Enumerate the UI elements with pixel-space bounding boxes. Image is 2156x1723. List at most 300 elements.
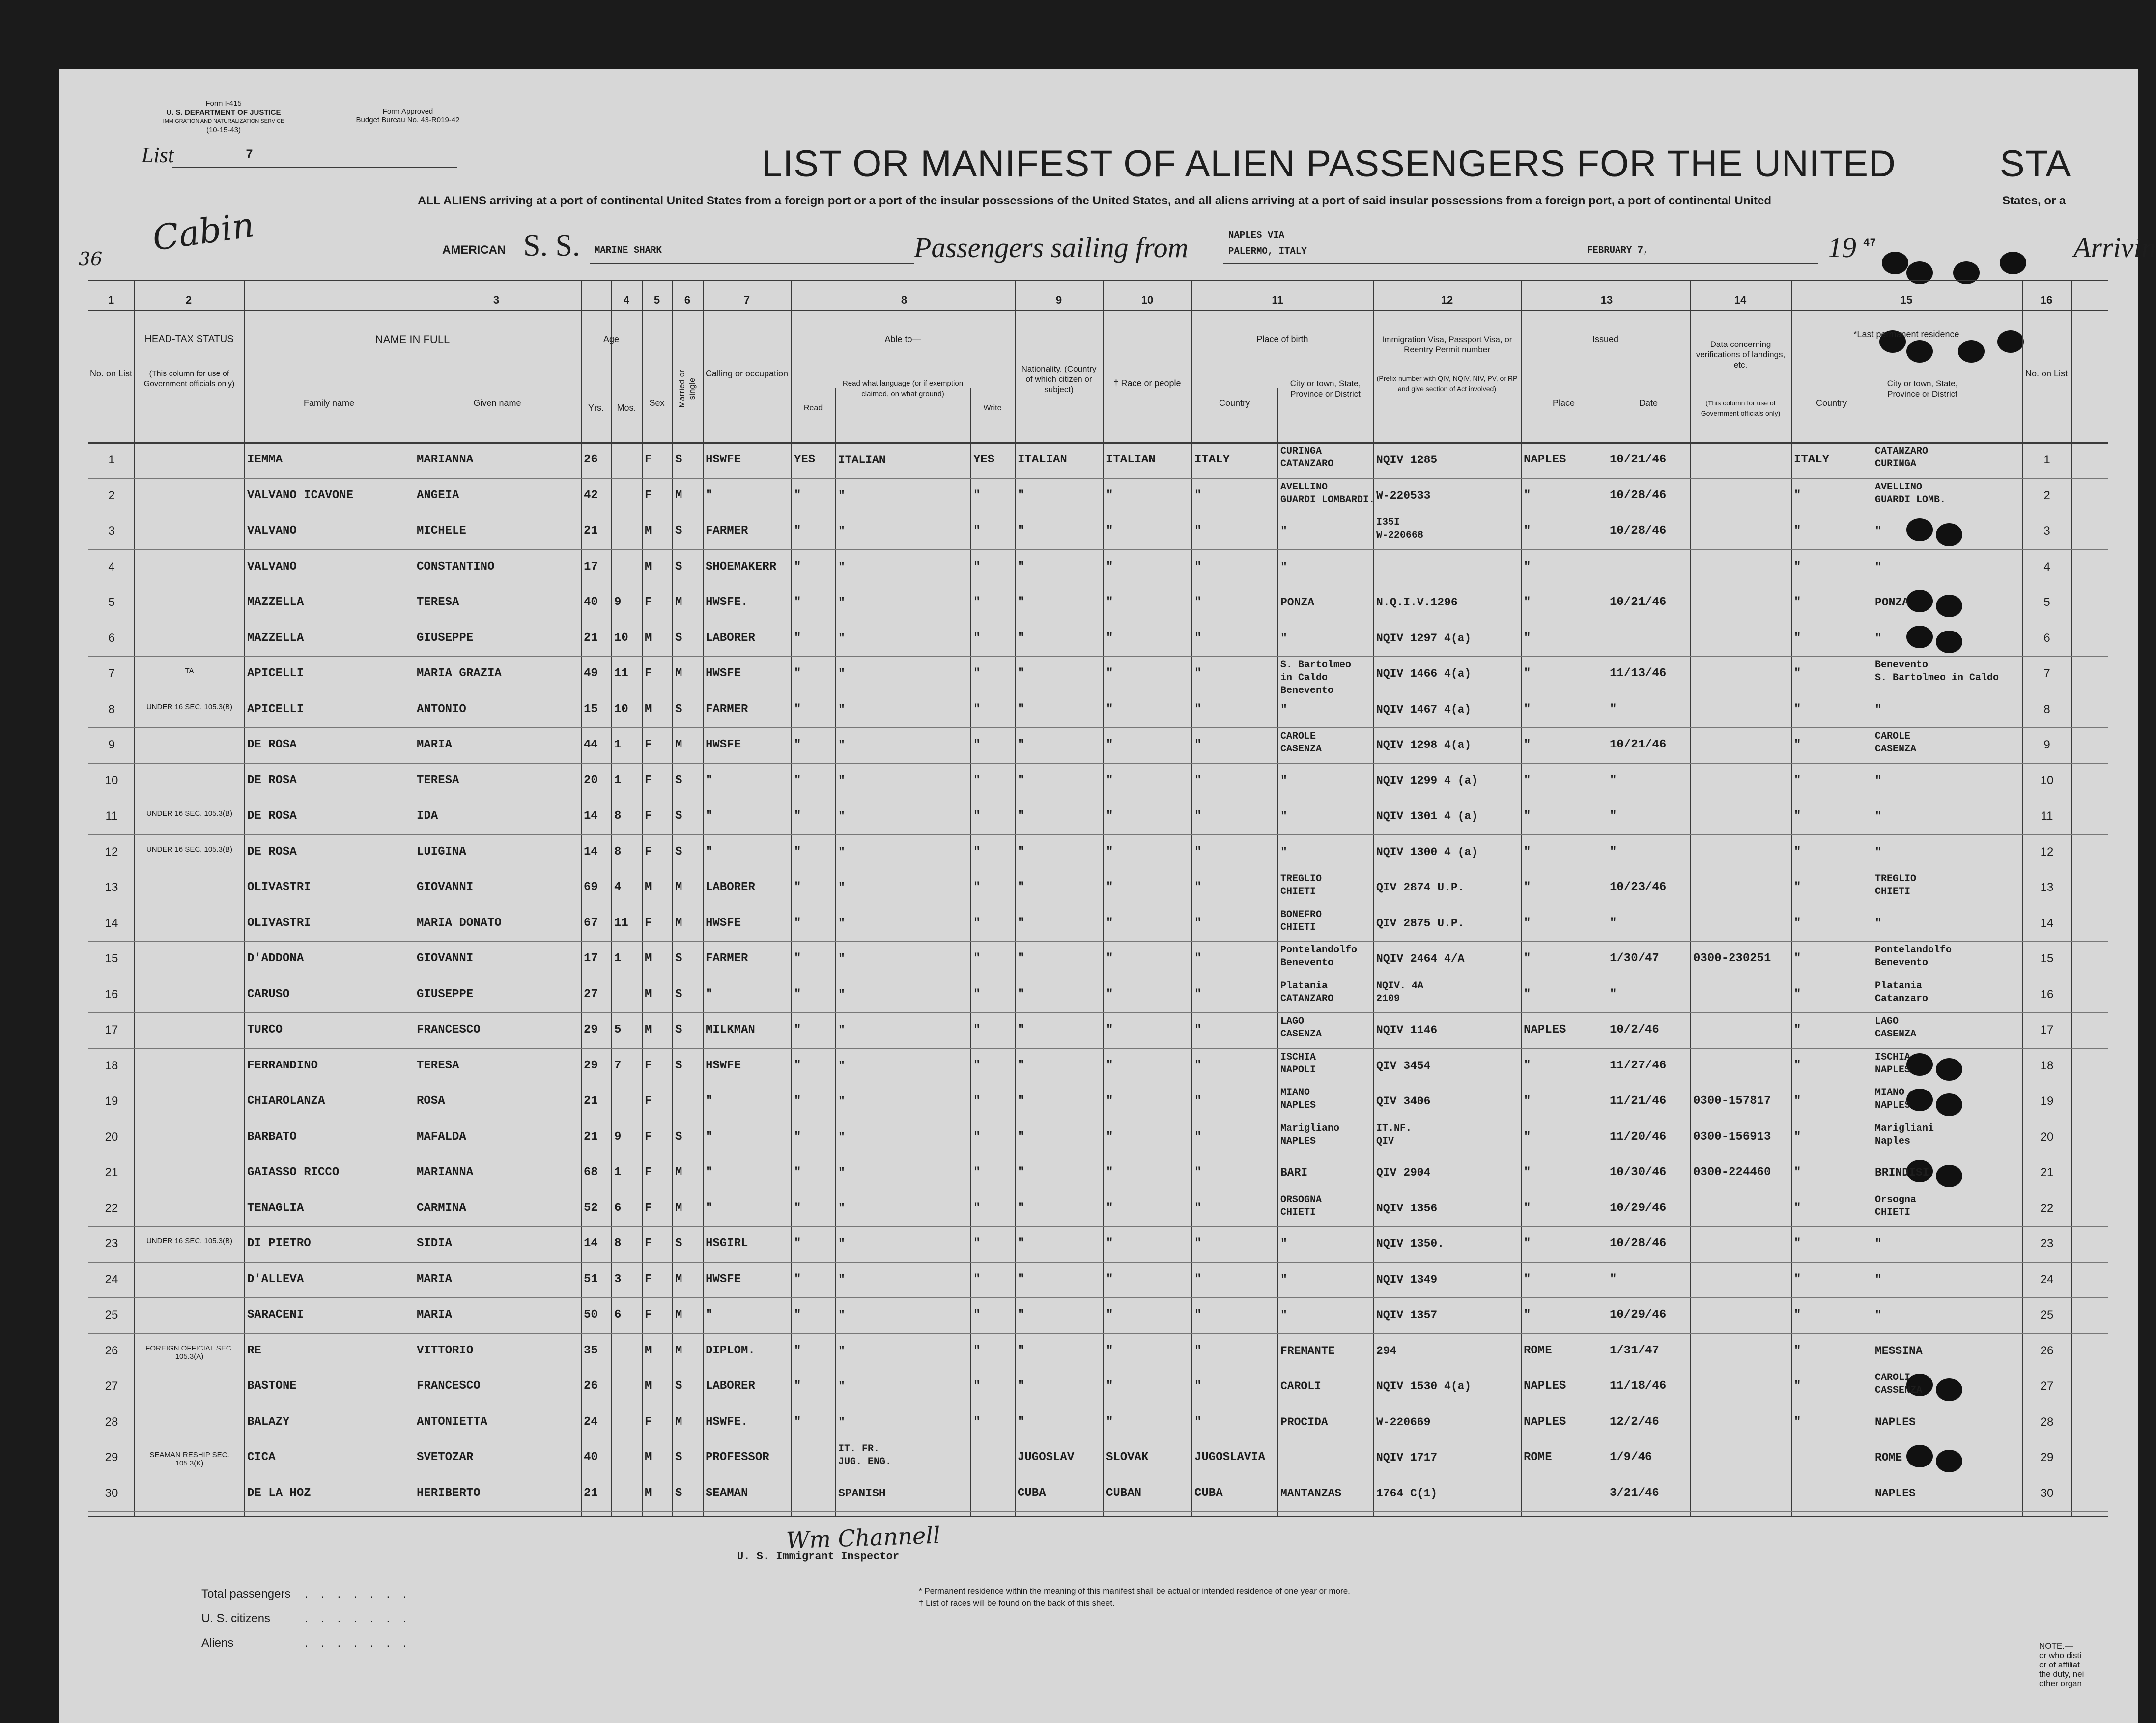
cell-mos: 4 <box>614 881 622 894</box>
cell-ip: NAPLES <box>1524 1415 1566 1429</box>
cell-sex: M <box>645 1486 652 1500</box>
cell-ip: " <box>1524 667 1531 680</box>
cell-occ: " <box>706 488 713 502</box>
cell-mos: 3 <box>614 1272 622 1286</box>
cell-bcity: " <box>1280 525 1287 538</box>
cell-id: 10/28/46 <box>1610 488 1667 502</box>
cell-nat: " <box>1018 560 1025 574</box>
cell-right: 24 <box>2040 1272 2054 1286</box>
cell-rcity: Platania Catanzaro <box>1875 980 1929 1005</box>
column-number: 14 <box>1734 294 1747 306</box>
voyage-ss: S. S. <box>523 229 580 262</box>
cell-bcity: ISCHIA NAPOLI <box>1280 1051 1316 1076</box>
cell-ip: " <box>1524 560 1531 574</box>
cell-nat: " <box>1018 1272 1025 1286</box>
cell-bc: ITALY <box>1194 453 1230 466</box>
cell-visa: NQIV 1285 <box>1376 454 1438 466</box>
table-row <box>88 1191 2108 1227</box>
cell-rc: " <box>1794 845 1801 859</box>
cell-yrs: 21 <box>584 1486 598 1500</box>
cell-right: 4 <box>2043 560 2050 574</box>
cell-giv: GIUSEPPE <box>417 631 474 645</box>
cell-giv: SVETOZAR <box>417 1451 474 1464</box>
table-row <box>88 870 2108 906</box>
cell-occ: SEAMAN <box>706 1486 748 1500</box>
footer-citizens-label: U. S. citizens <box>201 1612 271 1625</box>
header-no-on-list: No. on List <box>89 369 133 378</box>
cell-fam: APICELLI <box>247 667 304 680</box>
cell-yrs: 67 <box>584 916 598 930</box>
cell-rc: " <box>1794 1130 1801 1144</box>
cell-fam: OLIVASTRI <box>247 881 311 894</box>
column-number: 13 <box>1600 294 1613 306</box>
cell-rc: " <box>1794 1272 1801 1286</box>
cell-rcity: ROME <box>1875 1451 1902 1464</box>
cell-right: 30 <box>2040 1486 2054 1500</box>
cell-n: 23 <box>105 1237 118 1250</box>
header-residence-city: City or town, State, Province or District <box>1887 379 1958 399</box>
table-row <box>88 1084 2108 1120</box>
cell-sex: F <box>645 1166 652 1179</box>
cell-mos: 5 <box>614 1023 622 1036</box>
cell-ht: SEAMAN RESHIP SEC. 105.3(K) <box>149 1451 229 1467</box>
cell-fam: IEMMA <box>247 453 283 466</box>
cell-occ: HWSFE <box>706 916 741 930</box>
cell-occ: " <box>706 1308 713 1321</box>
cell-fam: BALAZY <box>247 1415 290 1429</box>
cell-bcity: " <box>1280 774 1287 787</box>
cell-nat: " <box>1018 1130 1025 1144</box>
cell-rcity: NAPLES <box>1875 1415 1916 1429</box>
cell-sex: F <box>645 1130 652 1144</box>
cell-write: " <box>973 881 981 894</box>
cell-right: 18 <box>2040 1059 2054 1072</box>
cell-rcity: " <box>1875 774 1882 787</box>
cell-visa: NQIV 1297 4(a) <box>1376 632 1472 645</box>
sailing-date: FEBRUARY 7, <box>1587 245 1649 256</box>
cell-sex: M <box>645 560 652 574</box>
cell-visa: NQIV 1300 4 (a) <box>1376 845 1478 859</box>
header-name-in-full: NAME IN FULL <box>375 333 450 345</box>
cell-visa: W-220669 <box>1376 1415 1431 1429</box>
cell-bcity: " <box>1280 1237 1287 1250</box>
cell-read: " <box>794 1023 801 1036</box>
cell-race: " <box>1106 667 1113 680</box>
cell-read: " <box>794 916 801 930</box>
cell-visa: QIV 3406 <box>1376 1095 1431 1108</box>
cell-n: 8 <box>108 702 115 716</box>
cell-write: " <box>973 560 981 574</box>
cell-lang: " <box>838 1380 845 1393</box>
cell-rc: " <box>1794 596 1801 609</box>
cell-ip: NAPLES <box>1524 453 1566 466</box>
cell-id: " <box>1610 987 1617 1001</box>
cell-n: 24 <box>105 1272 118 1286</box>
cell-id: 10/28/46 <box>1610 1237 1667 1250</box>
cell-bc: " <box>1194 1059 1202 1072</box>
cell-right: 21 <box>2040 1166 2054 1179</box>
cell-id: " <box>1610 702 1617 716</box>
cell-read: " <box>794 1272 801 1286</box>
cell-giv: MARIANNA <box>417 453 474 466</box>
cell-ms: S <box>675 1379 682 1393</box>
cell-yrs: 20 <box>584 774 598 787</box>
cell-right: 25 <box>2040 1308 2054 1321</box>
cell-lang: " <box>838 1273 845 1286</box>
cell-yrs: 27 <box>584 987 598 1001</box>
cell-visa: NQIV 1467 4(a) <box>1376 703 1472 716</box>
cell-ms: M <box>675 916 682 930</box>
column-number: 8 <box>901 294 908 306</box>
cell-ip: ROME <box>1524 1344 1552 1357</box>
cell-giv: ANTONIETTA <box>417 1415 488 1429</box>
cell-ip: " <box>1524 702 1531 716</box>
arriving-text: Arrivin <box>2073 231 2156 263</box>
cell-ht: UNDER 16 SEC. 105.3(B) <box>146 845 233 854</box>
cell-right: 20 <box>2040 1130 2054 1144</box>
cell-right: 14 <box>2040 916 2054 930</box>
cell-write: " <box>973 1272 981 1286</box>
cell-rcity: Orsogna CHIETI <box>1875 1194 1917 1218</box>
cell-rcity: Benevento S. Bartolmeo in Caldo <box>1875 660 1999 684</box>
cell-occ: HWSFE <box>706 1272 741 1286</box>
cell-read: " <box>794 1166 801 1179</box>
cell-bc: CUBA <box>1194 1486 1223 1500</box>
header-given-name: Given name <box>473 398 521 408</box>
cell-visa: NQIV 1146 <box>1376 1024 1438 1036</box>
cell-rcity: CAROLE CASENZA <box>1875 731 1917 755</box>
cell-n: 12 <box>105 845 118 859</box>
cell-yrs: 52 <box>584 1201 598 1215</box>
annotation-36: 36 <box>79 248 103 270</box>
cell-giv: MARIA <box>417 1272 453 1286</box>
cell-fam: CHIAROLANZA <box>247 1094 325 1108</box>
cell-id: " <box>1610 916 1617 930</box>
cell-ip: " <box>1524 596 1531 609</box>
cell-ip: " <box>1524 524 1531 538</box>
cell-nat: CUBA <box>1018 1486 1046 1500</box>
cell-n: 15 <box>105 952 118 965</box>
cell-id: 1/30/47 <box>1610 952 1659 965</box>
cell-ms: M <box>675 1344 682 1357</box>
cell-fam: D'ALLEVA <box>247 1272 304 1286</box>
cell-yrs: 42 <box>584 488 598 502</box>
cell-bc: " <box>1194 845 1202 859</box>
cell-n: 10 <box>105 774 118 787</box>
cell-n: 7 <box>108 667 115 680</box>
cell-fam: OLIVASTRI <box>247 916 311 930</box>
cell-occ: " <box>706 845 713 859</box>
cell-write: " <box>973 1023 981 1036</box>
cell-giv: TERESA <box>417 774 459 787</box>
cell-lang: " <box>838 739 845 751</box>
cell-ht: TA <box>185 667 194 675</box>
cell-id: 10/21/46 <box>1610 453 1667 466</box>
cell-race: " <box>1106 1094 1113 1108</box>
cell-id: 10/21/46 <box>1610 596 1667 609</box>
cell-write: " <box>973 916 981 930</box>
cell-nat: JUGOSLAV <box>1018 1451 1075 1464</box>
cell-giv: GIOVANNI <box>417 952 474 965</box>
cell-right: 15 <box>2040 952 2054 965</box>
cell-yrs: 21 <box>584 1094 598 1108</box>
cell-ip: " <box>1524 809 1531 823</box>
year-suffix: 47 <box>1863 237 1876 249</box>
cell-visa: NQIV 1357 <box>1376 1309 1438 1321</box>
cell-right: 26 <box>2040 1344 2054 1357</box>
cell-race: " <box>1106 1237 1113 1250</box>
cell-giv: ANTONIO <box>417 702 466 716</box>
cell-ms: S <box>675 631 682 645</box>
cell-lang: " <box>838 952 845 965</box>
cell-ip: " <box>1524 916 1531 930</box>
cell-fam: DE ROSA <box>247 774 297 787</box>
cell-giv: ROSA <box>417 1094 445 1108</box>
cell-race: " <box>1106 488 1113 502</box>
cell-race: " <box>1106 845 1113 859</box>
cell-write: " <box>973 1130 981 1144</box>
table-row <box>88 621 2108 657</box>
cell-bcity: LAGO CASENZA <box>1280 1016 1322 1040</box>
cell-giv: HERIBERTO <box>417 1486 481 1500</box>
cell-visa: QIV 2875 U.P. <box>1376 917 1465 930</box>
cell-bcity: ORSOGNA CHIETI <box>1280 1194 1322 1218</box>
cell-right: 13 <box>2040 881 2054 894</box>
cell-lang: " <box>838 1237 845 1250</box>
cell-bcity: " <box>1280 703 1287 716</box>
cell-write: " <box>973 702 981 716</box>
cell-giv: FRANCESCO <box>417 1379 481 1393</box>
cell-sex: F <box>645 667 652 680</box>
cell-bc: " <box>1194 1379 1202 1393</box>
cell-race: " <box>1106 1166 1113 1179</box>
cell-id: 10/28/46 <box>1610 524 1667 538</box>
header-read-what: Read what language (or if exemption claimed, on what ground) <box>842 379 964 398</box>
cell-lang: IT. FR. JUG. ENG. <box>838 1443 892 1467</box>
cell-id: 10/23/46 <box>1610 881 1667 894</box>
cell-occ: FARMER <box>706 702 748 716</box>
column-number: 5 <box>653 294 660 306</box>
cell-lang: " <box>838 1415 845 1429</box>
cell-fam: FERRANDINO <box>247 1059 318 1072</box>
cell-rc: " <box>1794 1379 1801 1393</box>
cell-race: " <box>1106 1201 1113 1215</box>
cell-yrs: 14 <box>584 809 598 823</box>
header-birth-country: Country <box>1219 398 1250 408</box>
cell-id: " <box>1610 774 1617 787</box>
cell-race: " <box>1106 1344 1113 1357</box>
cell-right: 27 <box>2040 1379 2054 1393</box>
cell-visa: NQIV 1717 <box>1376 1451 1438 1464</box>
cell-read: " <box>794 1415 801 1429</box>
cell-visa: I35I W-220668 <box>1376 517 1424 541</box>
port-underline <box>1223 263 1582 264</box>
cell-fam: GAIASSO RICCO <box>247 1166 340 1179</box>
cell-race: CUBAN <box>1106 1486 1142 1500</box>
cell-visa: NQIV. 4A 2109 <box>1376 980 1424 1005</box>
cell-ip: " <box>1524 845 1531 859</box>
cell-write: YES <box>973 453 995 466</box>
cell-race: " <box>1106 987 1113 1001</box>
cell-write: " <box>973 1201 981 1215</box>
cell-rc: " <box>1794 524 1801 538</box>
column-number: 2 <box>185 294 192 306</box>
cell-ip: " <box>1524 1308 1531 1321</box>
header-last-residence: *Last permanent residence <box>1853 329 1959 339</box>
cell-bc: " <box>1194 667 1202 680</box>
cell-ms: M <box>675 488 682 502</box>
cell-ip: " <box>1524 952 1531 965</box>
cell-giv: TERESA <box>417 596 459 609</box>
cell-ms: M <box>675 1415 682 1429</box>
cell-fam: D'ADDONA <box>247 952 304 965</box>
cell-occ: PROFESSOR <box>706 1451 769 1464</box>
table-row <box>88 1262 2108 1298</box>
cell-mos: 8 <box>614 809 622 823</box>
cell-read: " <box>794 952 801 965</box>
inspector-signature: Wm Channell <box>786 1522 941 1554</box>
cell-rc: " <box>1794 1308 1801 1321</box>
cell-mos: 10 <box>614 631 628 645</box>
cell-yrs: 50 <box>584 1308 598 1321</box>
cell-read: " <box>794 738 801 751</box>
cell-rc: " <box>1794 1415 1801 1429</box>
column-number: 6 <box>684 294 691 306</box>
cell-bc: " <box>1194 1094 1202 1108</box>
cell-sex: F <box>645 738 652 751</box>
cell-giv: MARIA <box>417 738 453 751</box>
cell-nat: " <box>1018 987 1025 1001</box>
cell-rcity: MIANO NAPLES <box>1875 1087 1911 1111</box>
cell-fam: SARACENI <box>247 1308 304 1321</box>
cell-n: 9 <box>108 738 115 751</box>
cell-bc: " <box>1194 1344 1202 1357</box>
cell-rcity: Pontelandolfo Benevento <box>1875 945 1952 969</box>
cell-yrs: 69 <box>584 881 598 894</box>
cell-right: 17 <box>2040 1023 2054 1036</box>
cell-ms: S <box>675 1486 682 1500</box>
cell-rcity: " <box>1875 703 1882 716</box>
cell-visa: NQIV 1298 4(a) <box>1376 739 1472 751</box>
cell-visa: N.Q.I.V.1296 <box>1376 596 1458 609</box>
header-head-tax: HEAD-TAX STATUS <box>144 334 234 345</box>
cell-nat: " <box>1018 1166 1025 1179</box>
cell-write: " <box>973 952 981 965</box>
cell-ms: M <box>675 596 682 609</box>
cell-yrs: 44 <box>584 738 598 751</box>
cell-race: " <box>1106 1379 1113 1393</box>
table-row <box>88 656 2108 696</box>
cell-nat: " <box>1018 738 1025 751</box>
cell-fam: BASTONE <box>247 1379 297 1393</box>
cell-read: " <box>794 1094 801 1108</box>
cell-sex: F <box>645 596 652 609</box>
cell-occ: " <box>706 1094 713 1108</box>
footer-citizens-dots: . . . . . . . <box>305 1612 411 1625</box>
cell-read: " <box>794 1308 801 1321</box>
cell-race: " <box>1106 916 1113 930</box>
cell-race: " <box>1106 524 1113 538</box>
cell-rc: " <box>1794 774 1801 787</box>
cell-sex: F <box>645 845 652 859</box>
cell-read: " <box>794 631 801 645</box>
cell-right: 8 <box>2043 702 2050 716</box>
header-calling: Calling or occupation <box>705 369 789 378</box>
page-subtitle-right: States, or a <box>2002 194 2066 207</box>
cell-mos: 9 <box>614 1130 622 1144</box>
cell-yrs: 17 <box>584 560 598 574</box>
cell-giv: CARMINA <box>417 1201 466 1215</box>
cell-bc: " <box>1194 702 1202 716</box>
cell-occ: " <box>706 987 713 1001</box>
cell-visa: NQIV 1466 4(a) <box>1376 667 1472 680</box>
cell-rc: " <box>1794 702 1801 716</box>
cell-bcity: PROCIDA <box>1280 1415 1328 1429</box>
port-line-1: NAPLES VIA <box>1228 230 1285 241</box>
cell-sex: M <box>645 881 652 894</box>
cell-rc: " <box>1794 488 1801 502</box>
table-row <box>88 799 2108 834</box>
cell-nat: " <box>1018 845 1025 859</box>
cell-race: " <box>1106 1272 1113 1286</box>
column-number: 3 <box>493 294 500 306</box>
table-row <box>88 1369 2108 1405</box>
cell-yrs: 51 <box>584 1272 598 1286</box>
cell-sex: M <box>645 952 652 965</box>
cell-n: 13 <box>105 881 118 894</box>
cell-write: " <box>973 524 981 538</box>
cell-mos: 9 <box>614 596 622 609</box>
table-row <box>88 1048 2108 1084</box>
header-place-of-birth: Place of birth <box>1256 334 1308 344</box>
cell-n: 1 <box>108 453 115 466</box>
cell-rc: " <box>1794 987 1801 1001</box>
cell-occ: HSWFE <box>706 1059 741 1072</box>
manifest-sheet <box>59 69 2156 1723</box>
cell-id: " <box>1610 845 1617 859</box>
cell-rc: " <box>1794 1094 1801 1108</box>
cell-n: 17 <box>105 1023 118 1036</box>
cell-write: " <box>973 987 981 1001</box>
cell-occ: LABORER <box>706 881 755 894</box>
cell-mos: 1 <box>614 952 622 965</box>
cell-occ: LABORER <box>706 631 755 645</box>
cell-ip: " <box>1524 987 1531 1001</box>
cell-rcity: Marigliani Naples <box>1875 1122 1934 1147</box>
cell-bc: JUGOSLAVIA <box>1194 1451 1266 1464</box>
header-sex: Sex <box>649 398 665 408</box>
cell-ver: 0300-156913 <box>1693 1130 1771 1144</box>
cell-n: 3 <box>108 524 115 538</box>
cell-right: 12 <box>2040 845 2054 859</box>
cell-bc: " <box>1194 881 1202 894</box>
cell-bcity: CAROLE CASENZA <box>1280 731 1322 755</box>
cell-right: 2 <box>2043 488 2050 502</box>
cell-rcity: " <box>1875 632 1882 645</box>
cell-mos: 10 <box>614 702 628 716</box>
cell-rc: " <box>1794 560 1801 574</box>
cell-occ: FARMER <box>706 524 748 538</box>
cell-rcity: BRINDISI <box>1875 1166 1929 1179</box>
cell-visa: W-220533 <box>1376 489 1431 502</box>
cell-race: " <box>1106 1059 1113 1072</box>
cell-bc: " <box>1194 524 1202 538</box>
header-married: Married or single <box>677 370 697 408</box>
cell-write: " <box>973 774 981 787</box>
cell-yrs: 29 <box>584 1059 598 1072</box>
cell-giv: VITTORIO <box>417 1344 474 1357</box>
cell-ms: S <box>675 524 682 538</box>
